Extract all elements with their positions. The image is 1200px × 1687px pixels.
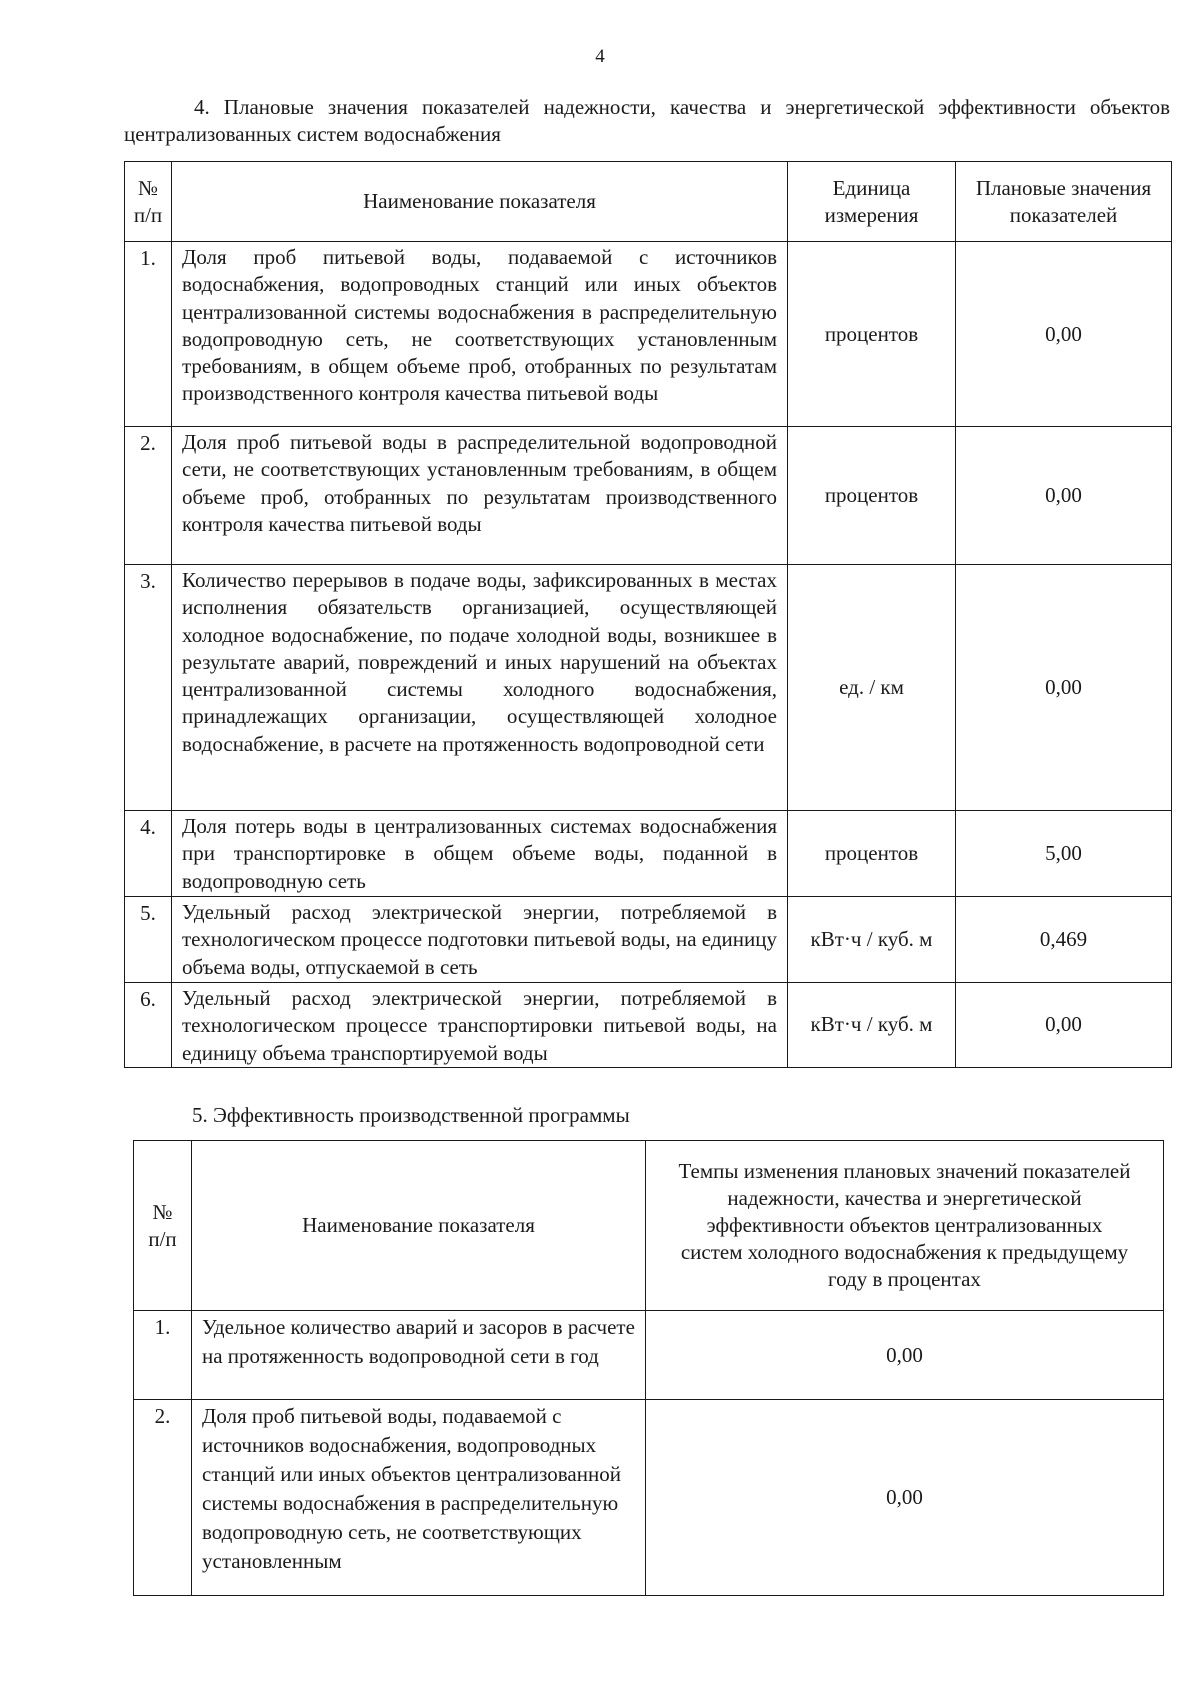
row-num: 2. [125, 427, 172, 565]
row-unit: процентов [788, 242, 956, 427]
program-efficiency-table [133, 1140, 1164, 1596]
header-name: Наименование показателя [192, 1141, 646, 1311]
row-name: Удельное количество аварий и засоров в расчете на протяженность водопроводной сети в год [192, 1311, 646, 1400]
row-value: 0,00 [956, 983, 1172, 1068]
table-row [125, 983, 1172, 1068]
row-num: 6. [125, 983, 172, 1068]
row-name: Удельный расход электрической энергии, потребляемой в технологическом процессе подготовки питьевой воды, на единицу объема воды, отпускаемой в сеть [172, 897, 788, 983]
section-5-title: 5. Эффективность производственной программы [192, 1103, 630, 1127]
row-unit: процентов [788, 427, 956, 565]
header-num: № п/п [134, 1141, 192, 1311]
row-unit: кВт·ч / куб. м [788, 983, 956, 1068]
row-num: 1. [125, 242, 172, 427]
table-header-row [134, 1141, 1164, 1311]
table-row [134, 1400, 1164, 1596]
planned-values-table [124, 161, 1172, 1068]
row-value: 0,00 [646, 1400, 1164, 1596]
row-num: 3. [125, 565, 172, 811]
table-row [125, 427, 1172, 565]
row-unit: кВт·ч / куб. м [788, 897, 956, 983]
table-row [125, 897, 1172, 983]
row-num: 5. [125, 897, 172, 983]
row-value: 0,00 [646, 1311, 1164, 1400]
row-value: 0,00 [956, 242, 1172, 427]
row-value: 0,00 [956, 565, 1172, 811]
row-num: 4. [125, 811, 172, 897]
row-name: Удельный расход электрической энергии, потребляемой в технологическом процессе транспортировки питьевой воды, на единицу объема транспортируемой воды [172, 983, 788, 1068]
table-header-row [125, 162, 1172, 242]
table-row [125, 242, 1172, 427]
row-value: 5,00 [956, 811, 1172, 897]
row-unit: ед. / км [788, 565, 956, 811]
row-value: 0,00 [956, 427, 1172, 565]
row-name: Количество перерывов в подаче воды, зафиксированных в местах исполнения обязательств организацией, осуществляющей холодное водоснабжение, по подаче холодной воды, возникшее в результате аварий, повреждений и иных нарушений на объектах централизованной системы холодного водоснабжения, принадлежащих организации, осуществляющей холодное водоснабжение, в расчете на протяженность водопроводной сети [172, 565, 788, 811]
header-num: № п/п [125, 162, 172, 242]
row-name: Доля проб питьевой воды, подаваемой с источников водоснабжения, водопроводных станций или иных объектов централизованной системы водоснабжения в распределительную водопроводную сеть, не соответствующих установленным [192, 1400, 646, 1596]
row-num: 2. [134, 1400, 192, 1596]
row-value: 0,469 [956, 897, 1172, 983]
header-unit: Единица измерения [788, 162, 956, 242]
row-unit: процентов [788, 811, 956, 897]
row-num: 1. [134, 1311, 192, 1400]
header-rate: Темпы изменения плановых значений показателей надежности, качества и энергетической эффективности объектов централизованных систем холодного водоснабжения к предыдущему году в процентах [646, 1141, 1164, 1311]
row-name: Доля проб питьевой воды, подаваемой с источников водоснабжения, водопроводных станций или иных объектов централизованной системы водоснабжения в распределительную водопроводную сеть, не соответствующих установленным требованиям, в общем объеме проб, отобранных по результатам производственного контроля качества питьевой воды [172, 242, 788, 427]
table-row [125, 811, 1172, 897]
row-name: Доля потерь воды в централизованных системах водоснабжения при транспортировке в общем объеме воды, поданной в водопроводную сеть [172, 811, 788, 897]
header-value: Плановые значения показателей [956, 162, 1172, 242]
table-row [125, 565, 1172, 811]
row-name: Доля проб питьевой воды в распределительной водопроводной сети, не соответствующих установленным требованиям, в общем объеме проб, отобранных по результатам производственного контроля качества питьевой воды [172, 427, 788, 565]
table-row [134, 1311, 1164, 1400]
section-4-title: 4. Плановые значения показателей надежности, качества и энергетической эффективности объектов централизованных систем водоснабжения [124, 95, 1170, 146]
header-name: Наименование показателя [172, 162, 788, 242]
page-number: 4 [595, 46, 605, 67]
